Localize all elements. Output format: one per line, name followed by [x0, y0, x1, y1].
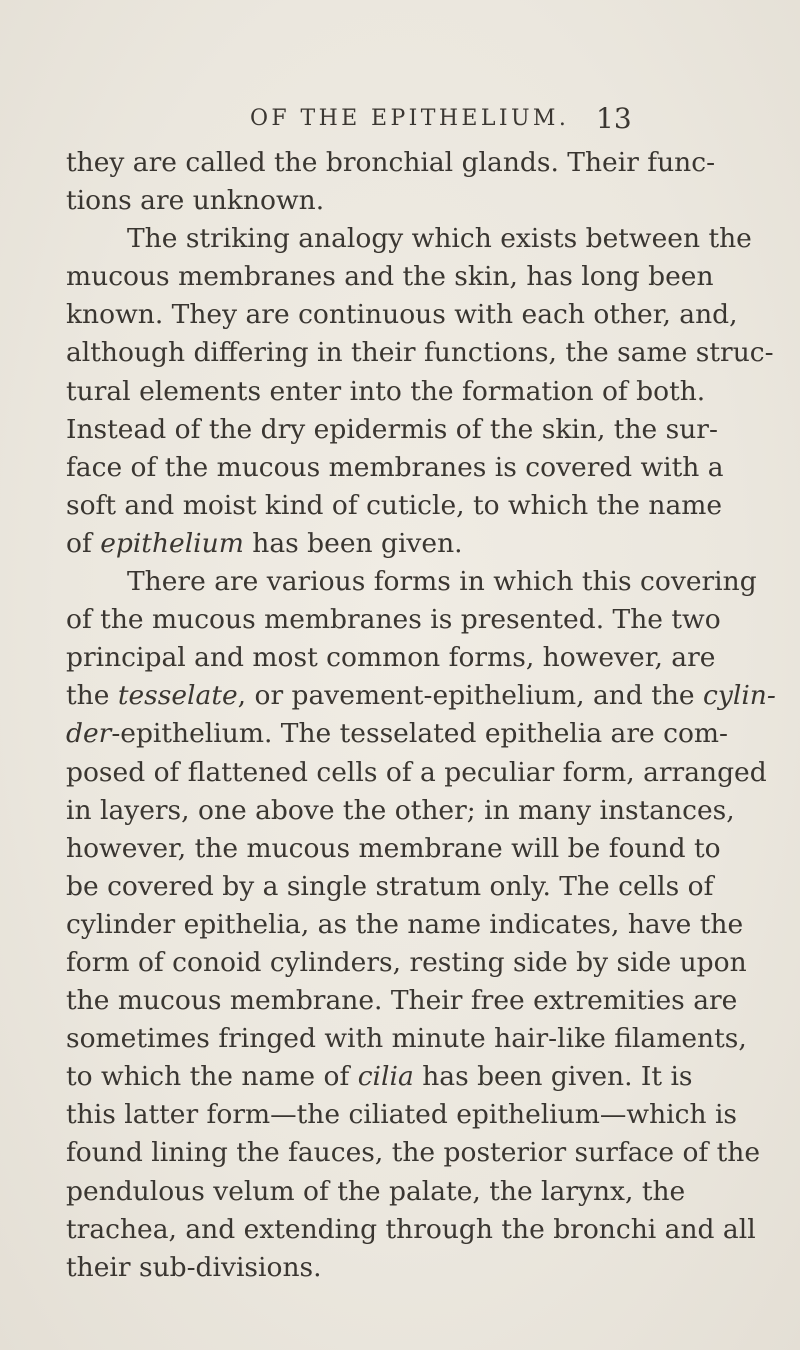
text-line: be covered by a single stratum only. The cells of [66, 870, 714, 902]
page-number: 13 [596, 102, 632, 135]
text-line: Instead of the dry epidermis of the skin, the sur- [66, 413, 718, 445]
text-line: found lining the fauces, the posterior surface of the [66, 1137, 761, 1169]
text-run: has been given. It is [413, 1061, 693, 1093]
running-head [0, 102, 800, 142]
text-line: sometimes fringed with minute hair-like filaments, [66, 1023, 747, 1055]
text-line: in layers, one above the other; in many instances, [66, 794, 735, 826]
text-line [66, 525, 626, 563]
text-line: the mucous membrane. Their free extremities are [66, 985, 738, 1017]
text-line: There are various forms in which this covering [127, 566, 757, 598]
running-title: OF THE EPITHELIUM. [250, 106, 570, 131]
italic-term: epithelium [100, 527, 244, 559]
text-line: of the mucous membranes is presented. The two [66, 604, 721, 636]
italic-term: cilia [357, 1061, 414, 1093]
text-line: trachea, and extending through the bronchi and all [66, 1213, 756, 1245]
text-run: to which the name of [66, 1061, 358, 1093]
text-line: tural elements enter into the formation of both. [66, 375, 706, 407]
text-line [66, 1058, 693, 1096]
text-line: mucous membranes and the skin, has long been [66, 261, 714, 293]
text-run: of [66, 527, 101, 559]
text-line: form of conoid cylinders, resting side by side upon [66, 946, 747, 978]
text-line [66, 677, 776, 715]
text-line: however, the mucous membrane will be found to [66, 832, 721, 864]
text-line: pendulous velum of the palate, the larynx, the [66, 1175, 686, 1207]
text-line: tions are unknown. [66, 185, 325, 217]
italic-term: der [66, 718, 112, 750]
italic-term: cylin- [703, 680, 776, 712]
text-line: they are called the bronchial glands. Their func- [66, 147, 716, 178]
text-line [66, 715, 728, 753]
text-run: -epithelium. The tesselated epithelia are com- [111, 718, 728, 750]
text-line: principal and most common forms, however, are [66, 642, 716, 674]
text-line: their sub-divisions. [66, 1251, 322, 1283]
text-line: face of the mucous membranes is covered with a [66, 451, 724, 483]
text-line: known. They are continuous with each other, and, [66, 299, 738, 331]
text-line: cylinder epithelia, as the name indicates, have the [66, 908, 744, 940]
body-text [66, 144, 776, 1287]
text-line: soft and moist kind of cuticle, to which the name [66, 489, 723, 521]
text-line: The striking analogy which exists between the [127, 223, 752, 255]
text-run: the [66, 680, 118, 712]
text-run: , or pavement-epithelium, and the [237, 680, 704, 712]
text-line: although differing in their functions, the same struc- [66, 337, 774, 369]
text-run: has been given. [243, 527, 463, 559]
text-line: posed of flattened cells of a peculiar form, arranged [66, 756, 767, 788]
text-line: this latter form—the ciliated epithelium—which is [66, 1099, 738, 1131]
italic-term: tesselate [117, 680, 238, 712]
